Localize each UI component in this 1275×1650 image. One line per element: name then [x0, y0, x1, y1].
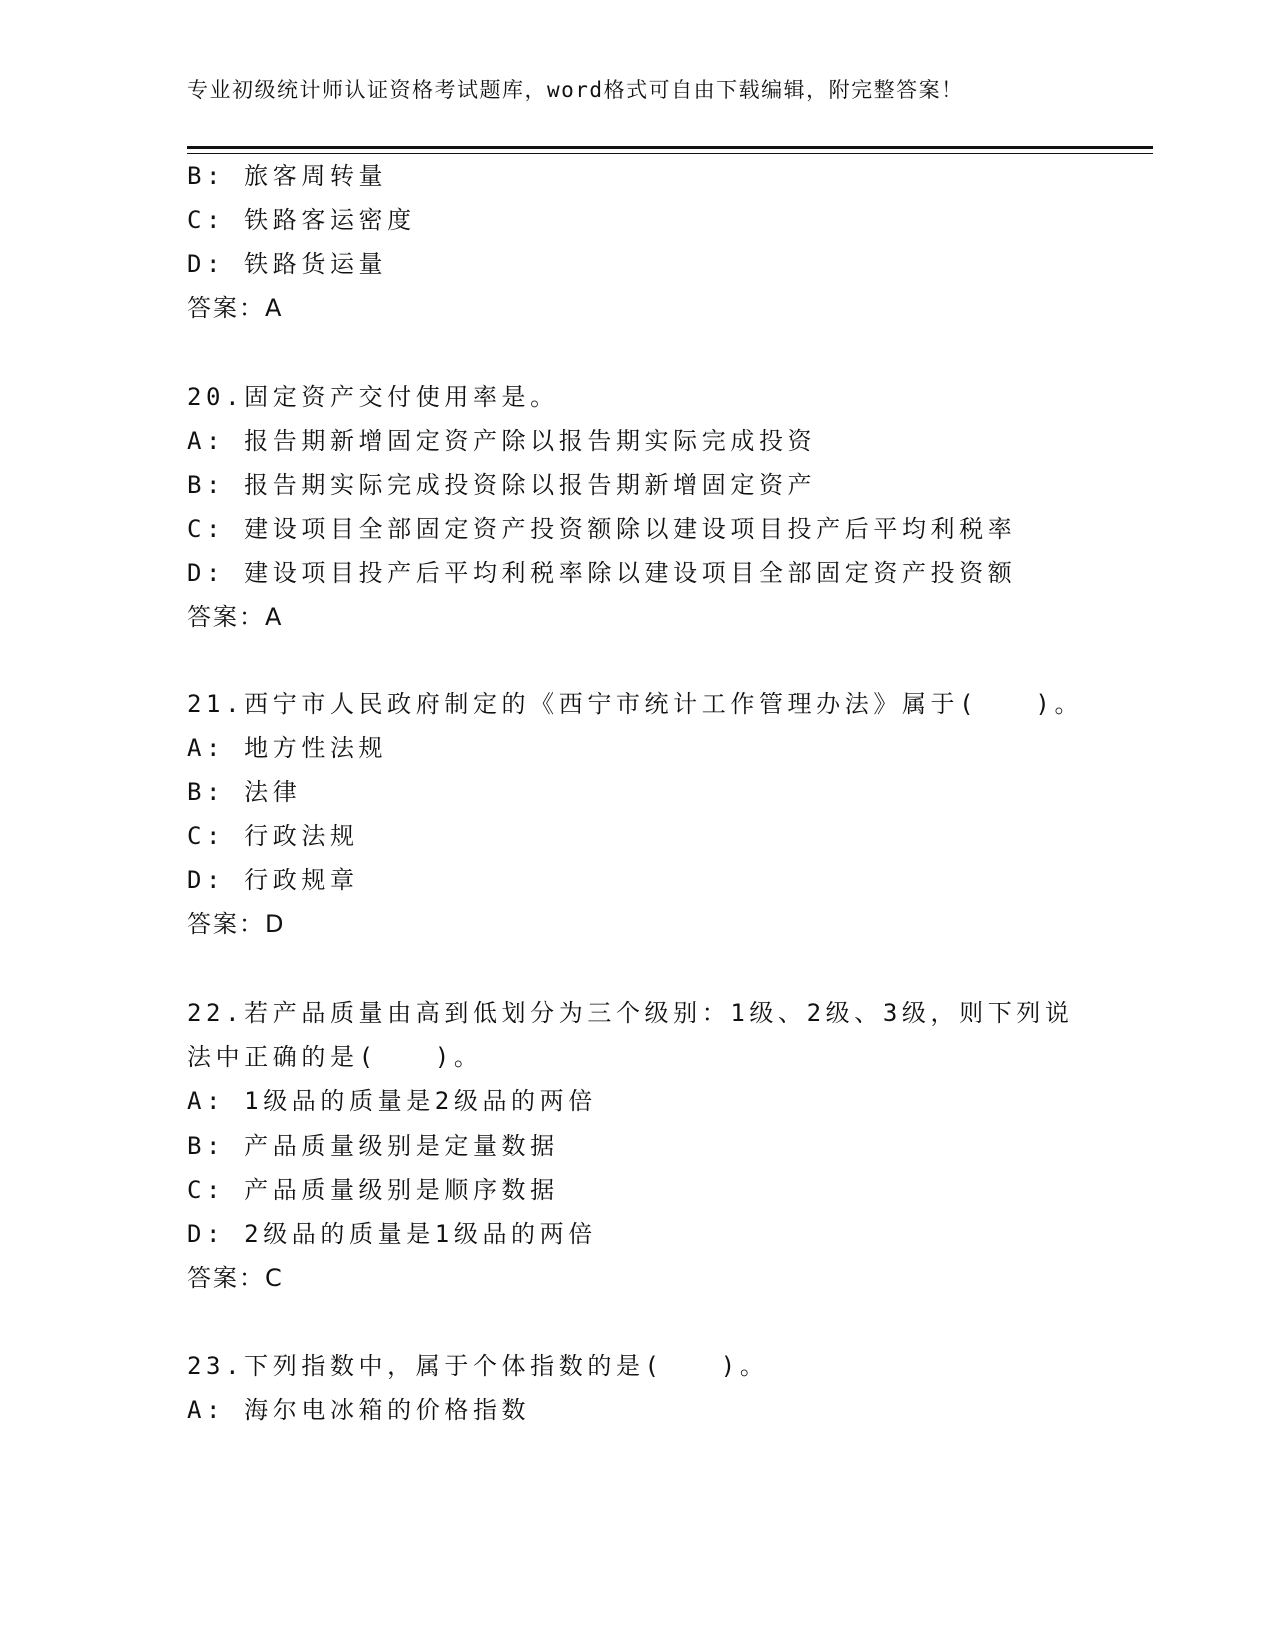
question-19-answer: 答案：A: [187, 294, 284, 322]
question-19-option-d: D: 铁路货运量: [187, 250, 388, 278]
question-21-option-a: A: 地方性法规: [187, 734, 388, 762]
header-rule-thin: [187, 153, 1153, 154]
question-22-option-c: C: 产品质量级别是顺序数据: [187, 1176, 559, 1204]
question-22-option-a: A: 1级品的质量是2级品的两倍: [187, 1087, 597, 1115]
question-22-answer: 答案：C: [187, 1264, 284, 1292]
question-20-text: 20.固定资产交付使用率是。: [187, 383, 559, 411]
header-rule-thick: [187, 146, 1153, 149]
question-20-option-d: D: 建设项目投产后平均利税率除以建设项目全部固定资产投资额: [187, 559, 1017, 587]
question-20-option-a: A: 报告期新增固定资产除以报告期实际完成投资: [187, 427, 817, 455]
question-21-option-d: D: 行政规章: [187, 866, 359, 894]
question-19-option-c: C: 铁路客运密度: [187, 206, 416, 234]
question-19-option-b: B: 旅客周转量: [187, 162, 388, 190]
question-20-option-c: C: 建设项目全部固定资产投资额除以建设项目投产后平均利税率: [187, 515, 1017, 543]
question-22-option-d: D: 2级品的质量是1级品的两倍: [187, 1220, 597, 1248]
question-21-answer: 答案：D: [187, 910, 286, 938]
question-21-option-b: B: 法律: [187, 778, 302, 806]
question-21-text: 21.西宁市人民政府制定的《西宁市统计工作管理办法》属于( )。: [187, 690, 1084, 718]
question-20-option-b: B: 报告期实际完成投资除以报告期新增固定资产: [187, 471, 817, 499]
question-21-option-c: C: 行政法规: [187, 822, 359, 850]
page-header: 专业初级统计师认证资格考试题库，word格式可自由下载编辑，附完整答案！: [187, 78, 964, 102]
question-22-option-b: B: 产品质量级别是定量数据: [187, 1132, 559, 1160]
question-23-text: 23.下列指数中，属于个体指数的是( )。: [187, 1352, 769, 1380]
question-23-option-a: A: 海尔电冰箱的价格指数: [187, 1396, 531, 1424]
question-22-text-line-2: 法中正确的是( )。: [187, 1043, 483, 1071]
question-22-text-line-1: 22.若产品质量由高到低划分为三个级别：1级、2级、3级，则下列说: [187, 999, 1074, 1027]
question-20-answer: 答案：A: [187, 603, 284, 631]
